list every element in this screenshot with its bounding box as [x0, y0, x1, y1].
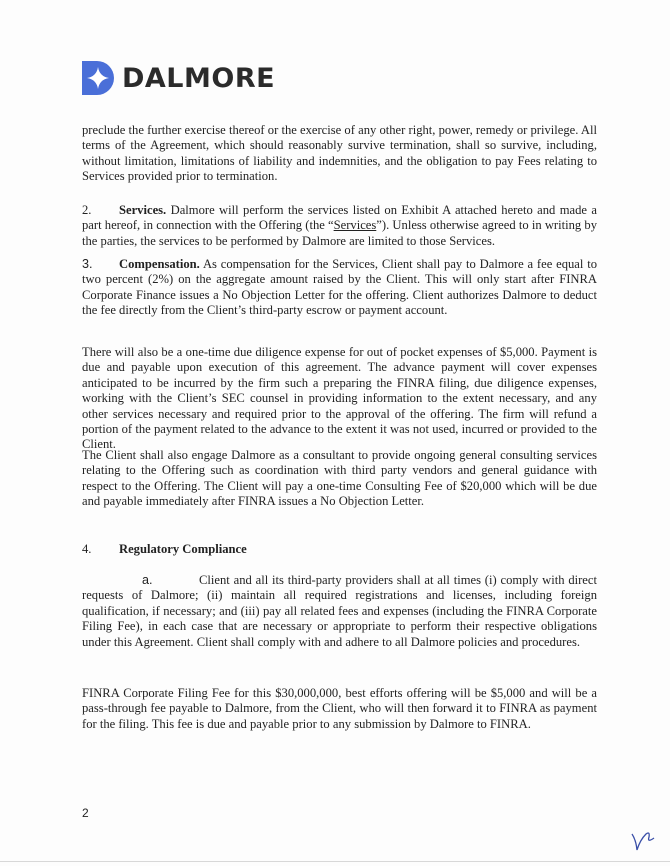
paragraph-finra-filing-fee: FINRA Corporate Filing Fee for this $30,000,000, best efforts offering will be $5,000 and will be a pass-through fee payable to Dalmore, from the Client, who will then forward it to FINRA as payment for the filing. This fee is due and payable prior to any submission by Dalmore to FINRA. — [82, 686, 597, 731]
section-text: ”). Unless otherwise agreed to in writing by the parties, the services to be performed by Dalmore are limited to those Services. — [82, 218, 597, 248]
logo-text: DALMORE — [122, 62, 276, 94]
dalmore-logo — [82, 60, 275, 96]
paragraph-due-diligence: There will also be a one-time due diligence expense for out of pocket expenses of $5,000. Payment is due and payable upon execution of this agreement. The advance payment will cover expenses anticipated to be incurred by the firm such a preparing the FINRA filing, due diligence expenses, working with the Client’s SEC counsel in providing information to the extent necessary, and any other services necessary and required prior to the approval of the offering. The firm will refund a portion of the payment related to the advance to the extent it was not used, incurred or provided to the Client. — [82, 345, 597, 452]
defined-term: Services — [333, 218, 377, 233]
section-number: 2. — [82, 203, 92, 217]
initials-signature — [628, 828, 660, 854]
section-4-heading — [82, 542, 597, 557]
section-number: 3. — [82, 257, 93, 271]
section-2-services — [82, 203, 597, 249]
page-edge — [0, 861, 670, 862]
section-text: Dalmore will perform the services listed on Exhibit A attached hereto and made a part hereof, in connection with the Offering (the “ — [82, 203, 597, 233]
paragraph-consulting-fee: The Client shall also engage Dalmore as a consultant to provide ongoing general consulting services relating to the Offering such as coordination with third party vendors and general guidance with respect to the Offering. The Client will pay a one-time Consulting Fee of $20,000 which will be due and payable immediately after FINRA issues a No Objection Letter. — [82, 448, 597, 509]
section-3-compensation — [82, 257, 597, 319]
subsection-text: Client and all its third-party providers shall at all times (i) comply with direct requests of Dalmore; (ii) maintain all required registrations and licenses, including foreign qualification, if necessary; and (iii) pay all related fees and expenses (including the FINRA Corporate Filing Fee), in each case that are necessary or appropriate to perform their respective obligations under this Agreement. Client shall comply with and adhere to all Dalmore policies and procedures. — [82, 573, 597, 649]
section-title: Regulatory Compliance — [119, 542, 247, 556]
subsection-label: a. — [142, 573, 153, 587]
paragraph-termination-survival: preclude the further exercise thereof or the exercise of any other right, power, remedy or privilege. All terms of the Agreement, which should reasonably survive termination, shall so survive, including, without limitation, limitations of liability and indemnities, and the obligation to pay Fees relating to Services provided prior to termination. — [82, 123, 597, 184]
dalmore-logo-icon — [82, 61, 116, 95]
page-number: 2 — [82, 806, 89, 820]
section-number: 4. — [82, 542, 92, 556]
section-text: As compensation for the Services, Client shall pay to Dalmore a fee equal to two percent (2%) on the aggregate amount raised by the Client. This will only start after FINRA Corporate Finance issues a No Objection Letter for the offering. Client authorizes Dalmore to deduct the fee directly from the Client’s third-party escrow or payment account. — [82, 257, 597, 318]
section-title: Services. — [119, 203, 167, 217]
section-title: Compensation. — [119, 257, 200, 271]
section-4a-compliance — [82, 573, 597, 650]
